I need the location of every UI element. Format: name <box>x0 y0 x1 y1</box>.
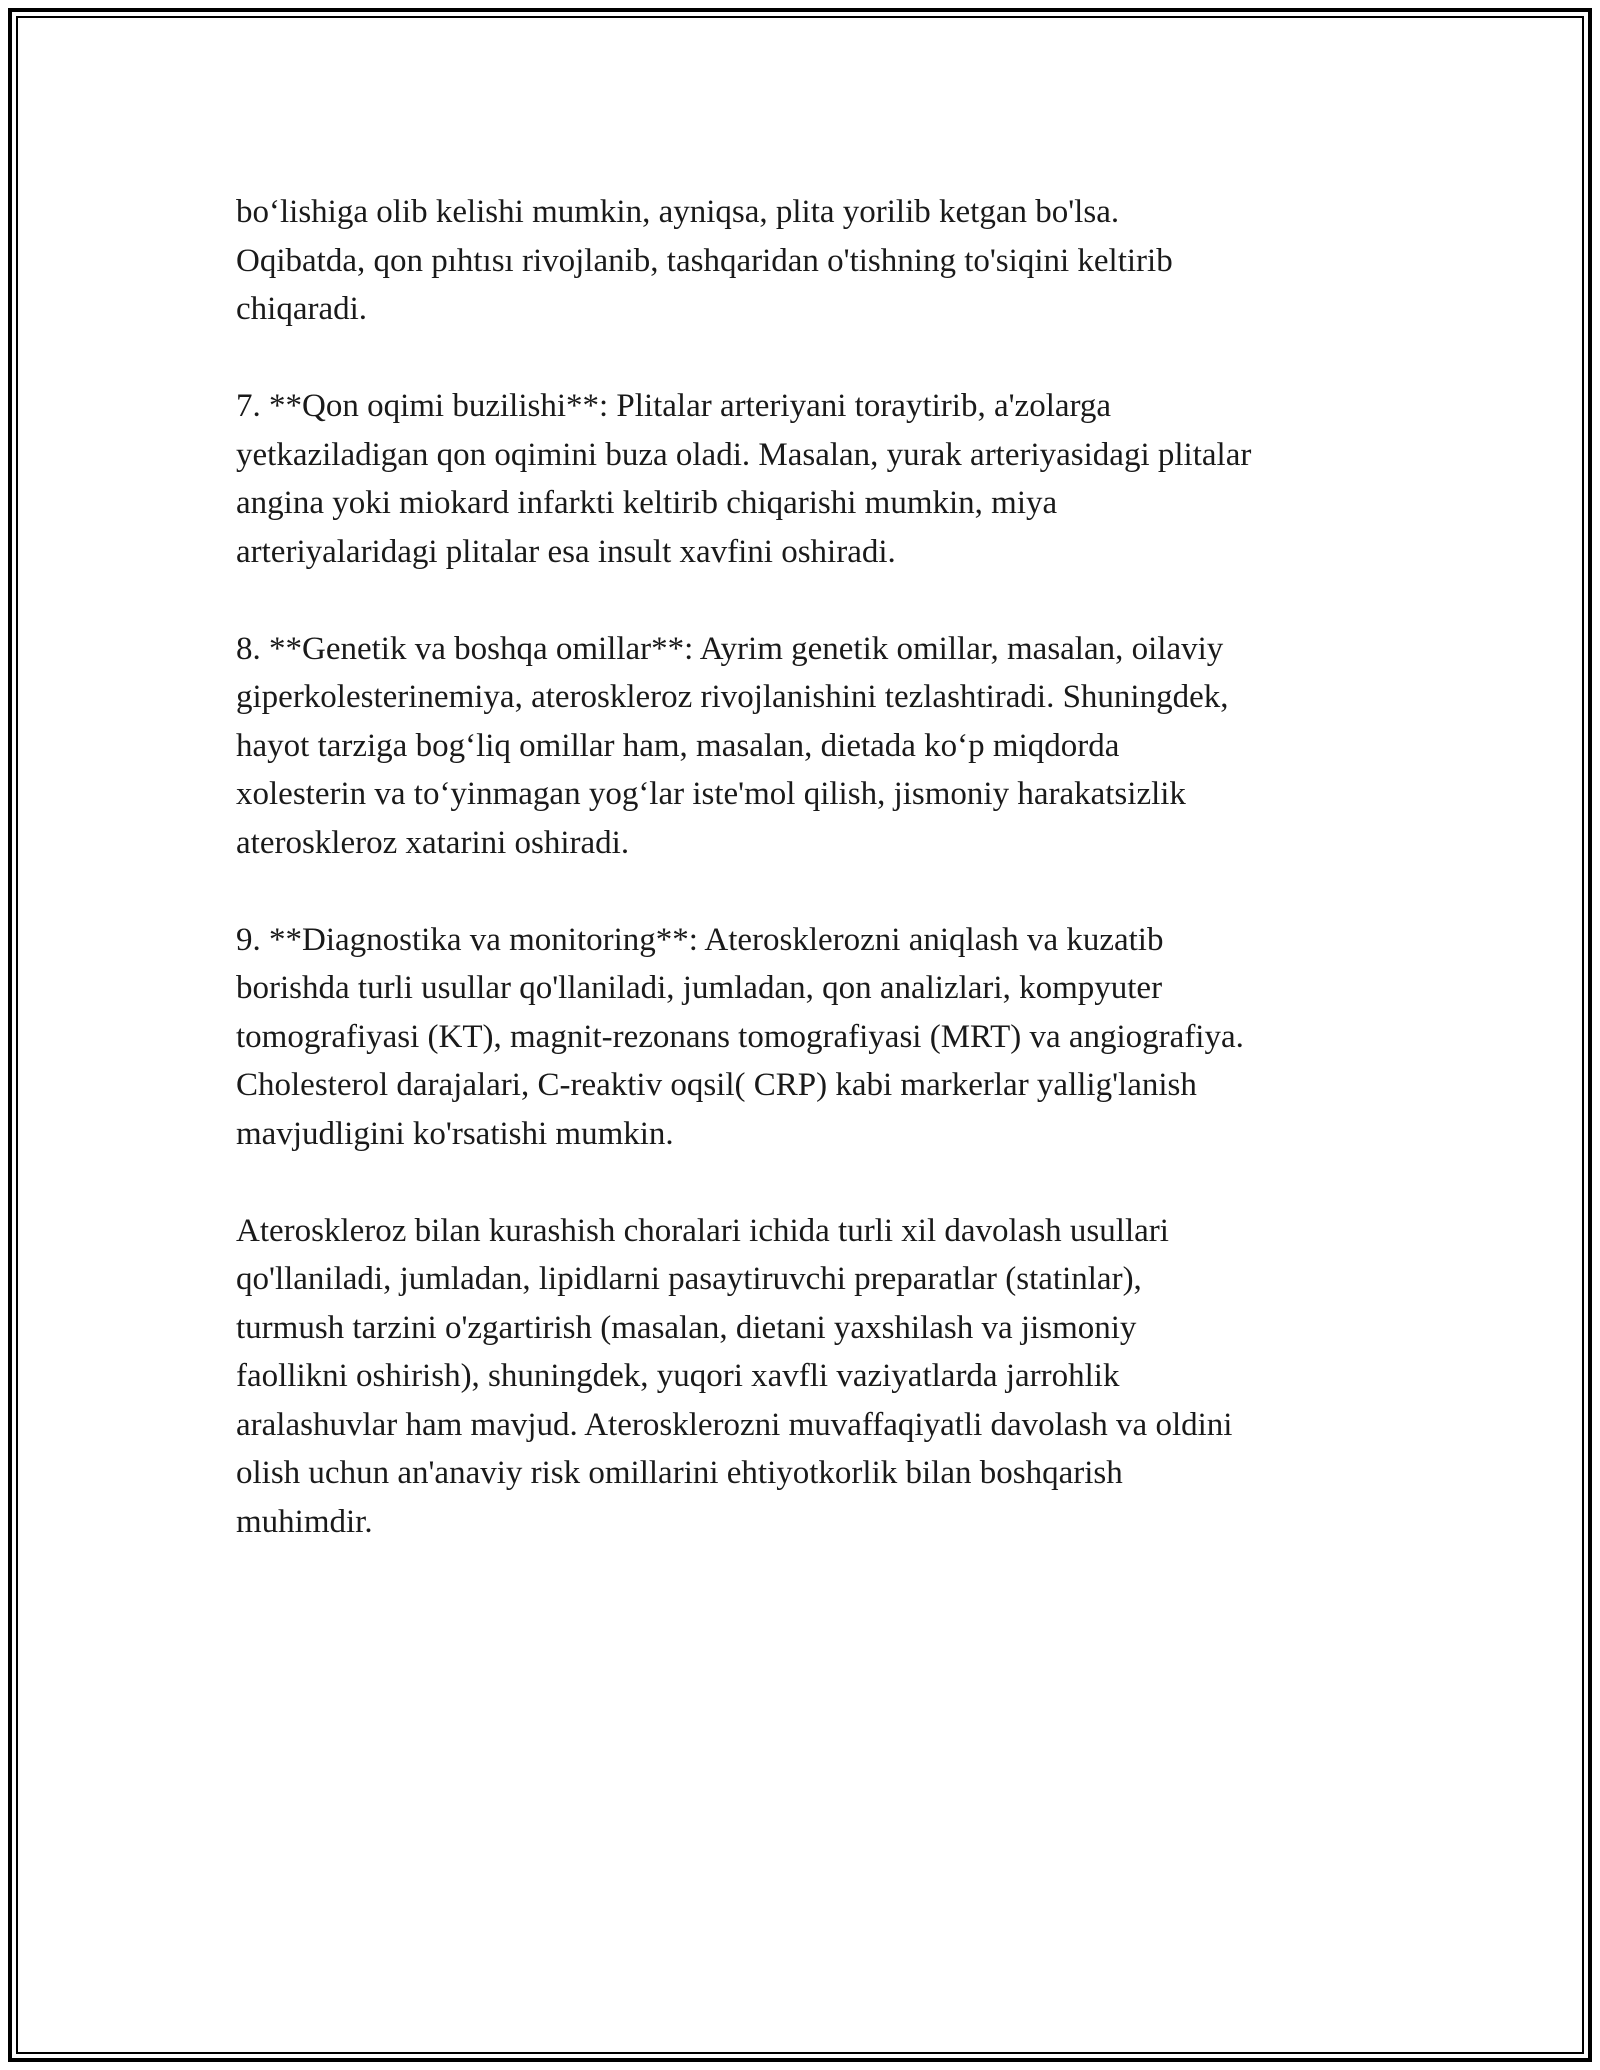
paragraph-item-9: 9. **Diagnostika va monitoring**: Aterosklerozni aniqlash va kuzatib borishda turli usullar qo'llaniladi, jumladan, qon analizlari, kompyuter tomografiyasi (KT), magnit-rezonans tomografiyasi (MRT) va angiografiya. Cholesterol darajalari, C-reaktiv oqsil( CRP) kabi markerlar yallig'lanish mavjudligini ko'rsatishi mumkin. <box>236 921 1244 1152</box>
paragraph-item-7: 7. **Qon oqimi buzilishi**: Plitalar arteriyani toraytirib, a'zolarga yetkaziladigan qon oqimini buza oladi. Masalan, yurak arteriyasidagi plitalar angina yoki miokard infarkti keltirib chiqarishi mumkin, miya arteriyalaridagi plitalar esa insult xavfini oshiradi. <box>236 388 1252 570</box>
paragraph-conclusion: Ateroskleroz bilan kurashish choralari ichida turli xil davolash usullari qo'llaniladi, jumladan, lipidlarni pasaytiruvchi preparatlar (statinlar), turmush tarzini o'zgartirish (masalan, dietani yaxshilash va jismoniy faollikni oshirish), shuningdek, yuqori xavfli vaziyatlarda jarrohlik aralashuvlar ham mavjud. Aterosklerozni muvaffaqiyatli davolash va oldini olish uchun an'anaviy risk omillarini ehtiyotkorlik bilan boshqarish muhimdir. <box>236 1212 1233 1540</box>
paragraph-item-8: 8. **Genetik va boshqa omillar**: Ayrim genetik omillar, masalan, oilaviy giperkolesterinemiya, ateroskleroz rivojlanishini tezlashtiradi. Shuningdek, hayot tarziga bog‘liq omillar ham, masalan, dietada ko‘p miqdorda xolesterin va to‘yinmagan yog‘lar iste'mol qilish, jismoniy harakatsizlik ateroskleroz xatarini oshiradi. <box>236 630 1229 861</box>
paragraph-continuation: bo‘lishiga olib kelishi mumkin, ayniqsa, plita yorilib ketgan bo'lsa. Oqibatda, qon pıhtısı rivojlanib, tashqaridan o'tishning to'siqini keltirib chiqaradi. <box>236 194 1173 327</box>
document-body <box>236 188 1386 1595</box>
